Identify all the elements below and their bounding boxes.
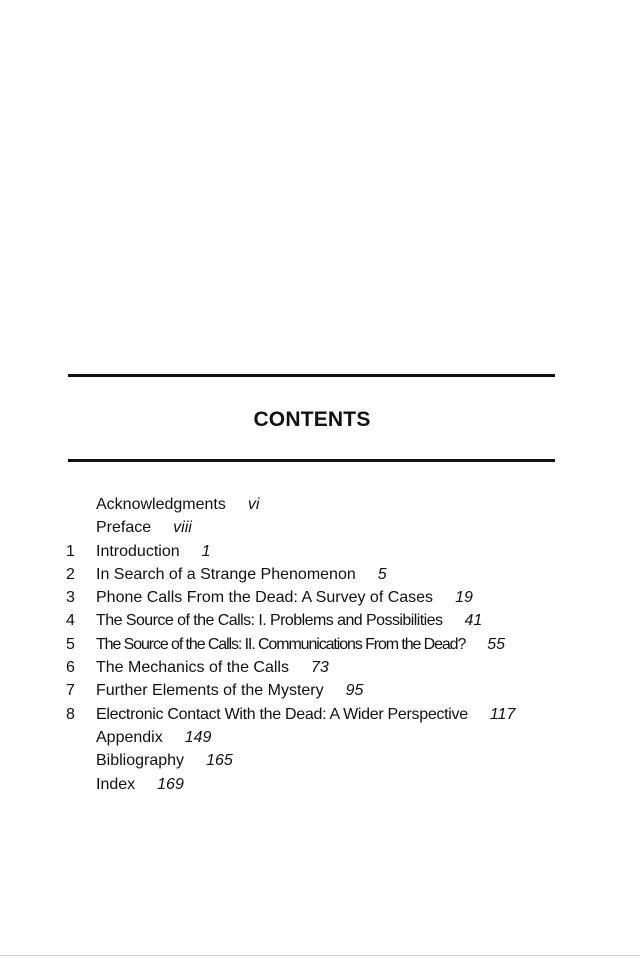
toc-entry-appendix[interactable] [0, 726, 640, 749]
toc-number: 3 [66, 589, 75, 607]
toc-page: 19 [455, 589, 473, 607]
toc-label: Preface [96, 519, 152, 537]
toc-label: Electronic Contact With the Dead: A Wider Perspective [96, 705, 468, 723]
toc-page: 55 [487, 635, 506, 653]
toc-label: The Source of the Calls: I. Problems and Possibilities [96, 612, 443, 630]
toc-label: Bibliography [96, 752, 185, 770]
toc-page: 73 [310, 659, 329, 677]
toc-page: 165 [206, 752, 233, 770]
page-title: CONTENTS [253, 408, 371, 431]
toc-page: viii [173, 519, 192, 537]
toc-entry-chapter-2[interactable] [0, 563, 640, 586]
table-of-contents [0, 493, 640, 796]
toc-label: In Search of a Strange Phenomenon [96, 565, 356, 583]
toc-entry-preface[interactable] [0, 516, 640, 539]
toc-label: Introduction [96, 542, 180, 560]
bottom-rule [68, 459, 555, 462]
toc-page: 5 [377, 565, 387, 583]
page-edge-divider [0, 955, 640, 956]
toc-entry-chapter-3[interactable] [0, 586, 640, 609]
toc-number: 7 [66, 682, 75, 700]
toc-label: Appendix [96, 728, 163, 746]
toc-page: 169 [157, 775, 184, 793]
toc-entry-acknowledgments[interactable] [0, 493, 640, 516]
toc-number: 4 [66, 612, 75, 630]
top-rule [68, 374, 555, 377]
toc-label: The Mechanics of the Calls [96, 659, 289, 677]
toc-entry-chapter-4[interactable] [0, 609, 640, 632]
toc-page: 117 [489, 705, 516, 723]
toc-number: 8 [66, 705, 75, 723]
toc-number: 1 [66, 542, 75, 560]
toc-label: Acknowledgments [96, 496, 226, 513]
toc-number: 6 [66, 659, 75, 677]
toc-label: Phone Calls From the Dead: A Survey of Cases [96, 589, 434, 607]
toc-entry-chapter-6[interactable] [0, 656, 640, 679]
toc-number: 2 [66, 565, 75, 583]
toc-entry-bibliography[interactable] [0, 749, 640, 772]
toc-page: 1 [201, 542, 211, 560]
toc-page: 41 [464, 612, 483, 630]
toc-number: 5 [66, 635, 75, 653]
toc-entry-chapter-5[interactable] [0, 633, 640, 656]
toc-label: Further Elements of the Mystery [96, 682, 324, 700]
toc-page: vi [247, 496, 260, 513]
toc-label: Index [96, 775, 136, 793]
toc-page: 95 [345, 682, 364, 700]
toc-page: 149 [184, 728, 212, 746]
toc-entry-index[interactable] [0, 773, 640, 796]
toc-label: The Source of the Calls: II. Communications From the Dead? [96, 635, 466, 653]
toc-entry-chapter-7[interactable] [0, 679, 640, 702]
toc-entry-chapter-8[interactable] [0, 703, 640, 726]
toc-entry-chapter-1[interactable] [0, 540, 640, 563]
